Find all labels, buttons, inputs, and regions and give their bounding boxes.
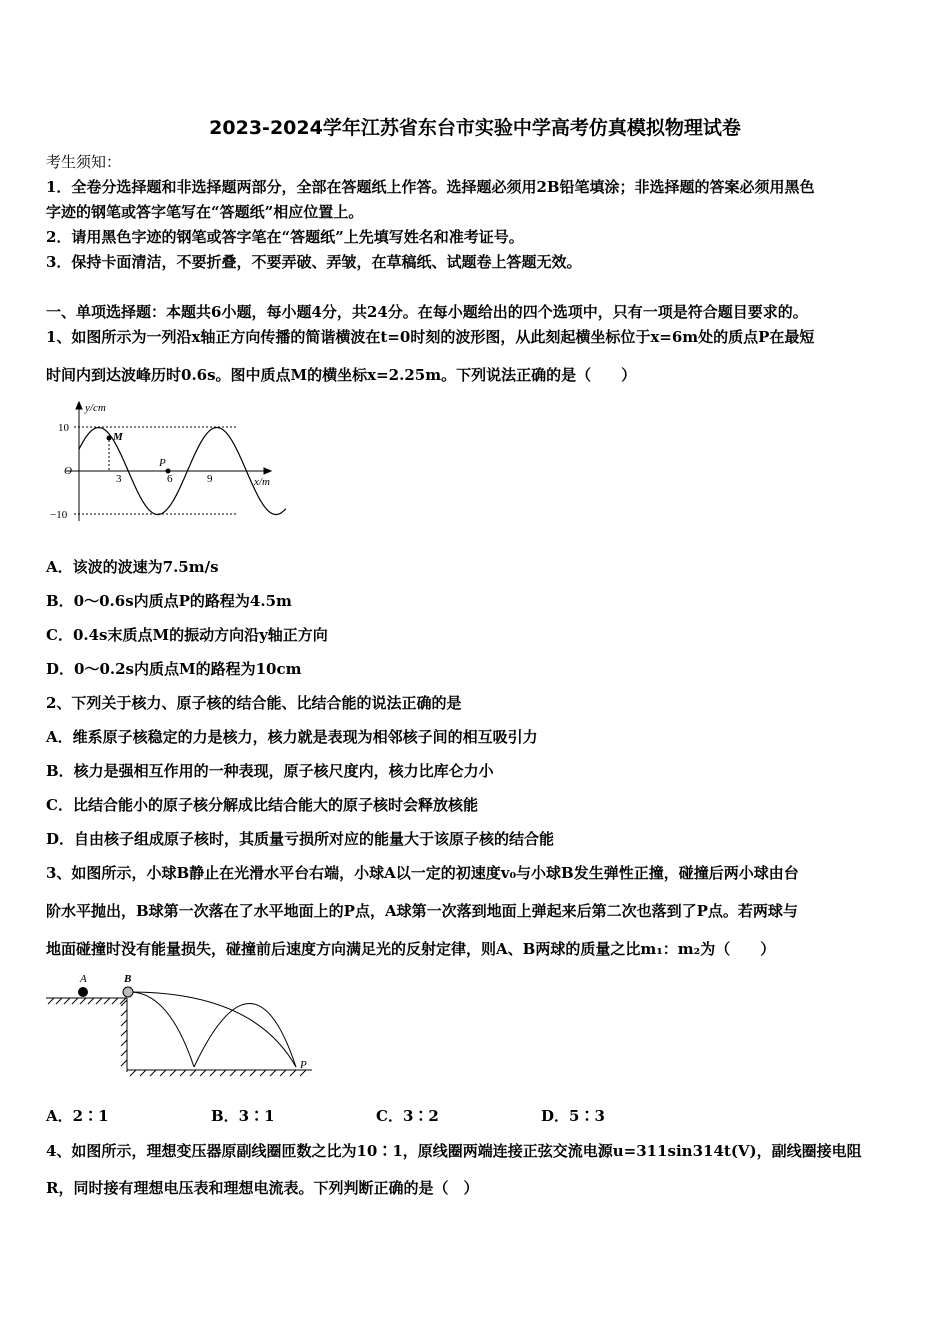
section-heading: 一、单项选择题：本题共6小题，每小题4分，共24分。在每小题给出的四个选项中，只有一项是符合题目要求的。 [46, 303, 808, 321]
q3-option-a: A．2∶1 [46, 1107, 109, 1125]
q4-stem-line-1: 4、如图所示，理想变压器原副线圈匝数之比为10∶1，原线圈两端连接正弦交流电源u=311sin314t(V)，副线圈接电阻 [46, 1142, 862, 1160]
q1-stem-line-2: 时间内到达波峰历时0.6s。图中质点M的横坐标x=2.25m。下列说法正确的是（ ） [46, 366, 637, 384]
q3-stem-line-3: 地面碰撞时没有能量损失，碰撞前后速度方向满足光的反射定律，则A、B两球的质量之比m₁：m₂为（ ） [46, 940, 776, 958]
q3-stem-line-1: 3、如图所示，小球B静止在光滑水平台右端，小球A以一定的初速度v₀与小球B发生弹性正撞，碰撞后两小球由台 [46, 864, 799, 882]
q1-wave-figure [46, 396, 286, 526]
y-axis-arrow-icon [76, 402, 82, 409]
q2-option-c: C．比结合能小的原子核分解成比结合能大的原子核时会释放核能 [46, 796, 478, 814]
x-axis-label: x/m [254, 476, 270, 488]
q3-stem-line-2: 阶水平抛出，B球第一次落在了水平地面上的P点，A球第一次落到地面上弹起来后第二次也落到了P点。若两球与 [46, 902, 798, 920]
q1-stem-line-1: 1、如图所示为一列沿x轴正方向传播的简谐横波在t=0时刻的波形图，从此刻起横坐标位于x=6m处的质点P在最短 [46, 328, 815, 346]
q3-option-b: B．3∶1 [211, 1107, 275, 1125]
platform-hatch [48, 998, 126, 1004]
x-tick-3: 3 [116, 473, 122, 485]
notice-line-2: 字迹的钢笔或答字笔写在“答题纸”相应位置上。 [46, 203, 364, 221]
q3-option-c: C．3∶2 [376, 1107, 439, 1125]
trajectory-b [130, 992, 296, 1067]
q2-option-d: D．自由核子组成原子核时，其质量亏损所对应的能量大于该原子核的结合能 [46, 830, 555, 848]
notice-heading: 考生须知： [46, 153, 122, 171]
q2-stem: 2、下列关于核力、原子核的结合能、比结合能的说法正确的是 [46, 694, 462, 712]
q4-stem-line-2: R，同时接有理想电压表和理想电流表。下列判断正确的是（ ） [46, 1179, 479, 1197]
origin-label: O [64, 465, 72, 477]
ball-a [78, 987, 88, 997]
y-tick-10: 10 [58, 422, 69, 434]
notice-line-3: 2．请用黑色字迹的钢笔或答字笔在“答题纸”上先填写姓名和准考证号。 [46, 228, 524, 246]
q3-projectile-figure [44, 970, 324, 1082]
y-axis-label: y/cm [85, 402, 106, 414]
label-a: A [80, 973, 87, 985]
point-p-label: P [159, 457, 166, 469]
q1-option-b: B．0～0.6s内质点P的路程为4.5m [46, 592, 292, 610]
q1-option-a: A．该波的波速为7.5m/s [46, 558, 219, 576]
label-b: B [124, 973, 132, 985]
q2-option-a: A．维系原子核稳定的力是核力，核力就是表现为相邻核子间的相互吸引力 [46, 728, 538, 746]
trajectory-a-first [130, 992, 194, 1067]
q1-option-c: C．0.4s末质点M的振动方向沿y轴正方向 [46, 626, 328, 644]
point-m-dot [107, 436, 112, 441]
x-axis-arrow-icon [264, 468, 271, 474]
label-p: P [300, 1059, 307, 1071]
ball-b [123, 987, 133, 997]
wall-hatch [121, 1000, 127, 1066]
x-tick-9: 9 [207, 473, 213, 485]
q2-option-b: B．核力是强相互作用的一种表现，原子核尺度内，核力比库仑力小 [46, 762, 494, 780]
x-tick-6: 6 [167, 473, 173, 485]
q3-option-d: D．5∶3 [541, 1107, 605, 1125]
ground-hatch [130, 1070, 306, 1076]
trajectory-a-bounce [194, 1004, 296, 1068]
y-tick-neg10: −10 [50, 509, 68, 521]
q1-option-d: D．0～0.2s内质点M的路程为10cm [46, 660, 302, 678]
q3-options [46, 1105, 661, 1126]
point-m-label: M [113, 431, 123, 443]
notice-line-4: 3．保持卡面清洁，不要折叠，不要弄破、弄皱，在草稿纸、试题卷上答题无效。 [46, 253, 582, 271]
page-title: 2023-2024学年江苏省东台市实验中学高考仿真模拟物理试卷 [209, 117, 741, 139]
notice-line-1: 1．全卷分选择题和非选择题两部分，全部在答题纸上作答。选择题必须用2B铅笔填涂；非选择题的答案必须用黑色 [46, 178, 815, 196]
